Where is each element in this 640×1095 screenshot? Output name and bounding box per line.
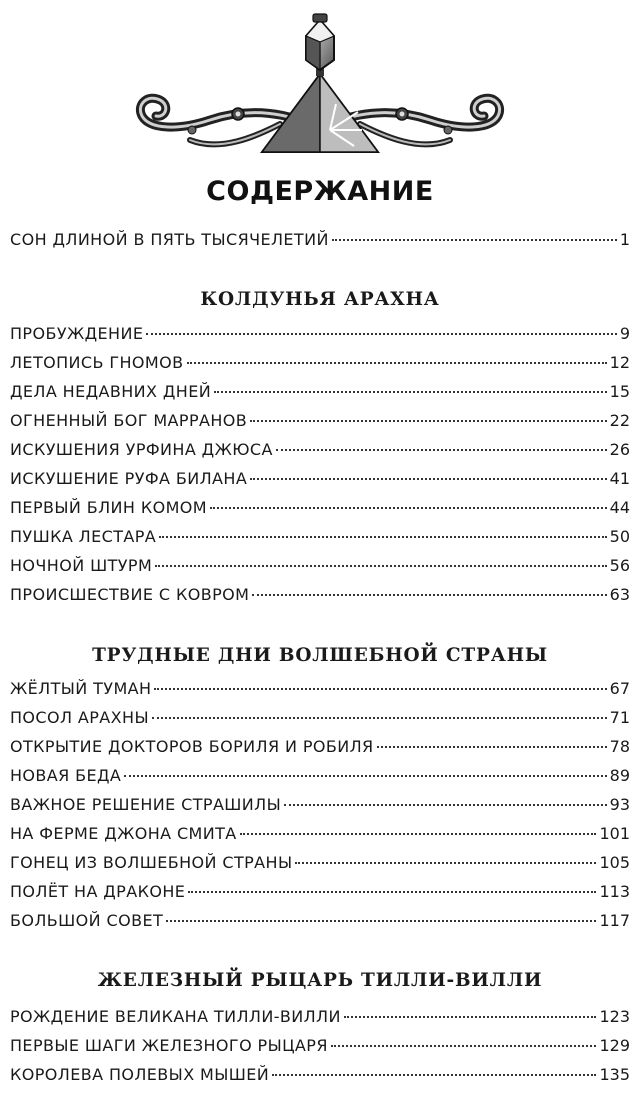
- dot-leader: [240, 833, 597, 835]
- toc-entry[interactable]: [10, 411, 630, 437]
- toc-entry[interactable]: [10, 882, 630, 908]
- dot-leader: [155, 565, 606, 567]
- dot-leader: [295, 862, 596, 864]
- toc-entry[interactable]: [10, 1065, 630, 1091]
- entry-title: ГОНЕЦ ИЗ ВОЛШЕБНОЙ СТРАНЫ: [10, 853, 293, 872]
- entry-page: 50: [609, 527, 630, 546]
- toc-entry[interactable]: [10, 766, 630, 792]
- dot-leader: [188, 891, 596, 893]
- toc-entry[interactable]: [10, 679, 630, 705]
- entry-title: ПЕРВЫЕ ШАГИ ЖЕЛЕЗНОГО РЫЦАРЯ: [10, 1036, 328, 1055]
- entry-page: 93: [609, 795, 630, 814]
- entry-page: 117: [599, 911, 630, 930]
- dot-leader: [377, 746, 607, 748]
- dot-leader: [252, 594, 606, 596]
- part-heading-2: ТРУДНЫЕ ДНИ ВОЛШЕБНОЙ СТРАНЫ: [92, 645, 548, 666]
- entry-page: 12: [609, 353, 630, 372]
- toc-entry[interactable]: [10, 324, 630, 350]
- entry-title: СОН ДЛИНОЙ В ПЯТЬ ТЫСЯЧЕЛЕТИЙ: [10, 230, 329, 249]
- part-heading-1: КОЛДУНЬЯ АРАХНА: [200, 289, 440, 310]
- dot-leader: [166, 920, 596, 922]
- entry-page: 129: [599, 1036, 630, 1055]
- toc-entry[interactable]: [10, 1036, 630, 1062]
- entry-title: ПЕРВЫЙ БЛИН КОМОМ: [10, 498, 207, 517]
- dot-leader: [344, 1016, 597, 1018]
- entry-page: 41: [609, 469, 630, 488]
- entry-page: 15: [609, 382, 630, 401]
- entry-page: 9: [619, 324, 630, 343]
- dot-leader: [124, 775, 606, 777]
- entry-page: 67: [609, 679, 630, 698]
- entry-title: НА ФЕРМЕ ДЖОНА СМИТА: [10, 824, 237, 843]
- entry-page: 63: [609, 585, 630, 604]
- entry-page: 78: [609, 737, 630, 756]
- part-heading-3: ЖЕЛЕЗНЫЙ РЫЦАРЬ ТИЛЛИ-ВИЛЛИ: [97, 970, 543, 991]
- dot-leader: [331, 1045, 597, 1047]
- toc-entry[interactable]: [10, 737, 630, 763]
- dot-leader: [272, 1074, 596, 1076]
- dot-leader: [152, 717, 607, 719]
- page-title: СОДЕРЖАНИЕ: [206, 176, 434, 207]
- entry-title: ПУШКА ЛЕСТАРА: [10, 527, 157, 546]
- entry-page: 105: [599, 853, 630, 872]
- toc-entry[interactable]: [10, 824, 630, 850]
- toc-entry[interactable]: [10, 353, 630, 379]
- toc-entry[interactable]: [10, 1007, 630, 1033]
- entry-title: ЖЁЛТЫЙ ТУМАН: [10, 679, 152, 698]
- entry-page: 135: [599, 1065, 630, 1084]
- toc-entry[interactable]: [10, 585, 630, 611]
- entry-title: РОЖДЕНИЕ ВЕЛИКАНА ТИЛЛИ-ВИЛЛИ: [10, 1007, 341, 1026]
- entry-page: 71: [609, 708, 630, 727]
- crystal-ornament-icon: [130, 12, 510, 180]
- entry-page: 56: [609, 556, 630, 575]
- dot-leader: [214, 391, 607, 393]
- entry-title: ОТКРЫТИЕ ДОКТОРОВ БОРИЛЯ И РОБИЛЯ: [10, 737, 374, 756]
- entry-title: ПРОИСШЕСТВИЕ С КОВРОМ: [10, 585, 250, 604]
- entry-page: 113: [599, 882, 630, 901]
- entry-title: ЛЕТОПИСЬ ГНОМОВ: [10, 353, 184, 372]
- dot-leader: [284, 804, 607, 806]
- toc-entry[interactable]: [10, 382, 630, 408]
- entry-title: ПОЛЁТ НА ДРАКОНЕ: [10, 882, 186, 901]
- entry-title: ПРОБУЖДЕНИЕ: [10, 324, 144, 343]
- dot-leader: [159, 536, 607, 538]
- toc-entry[interactable]: [10, 469, 630, 495]
- entry-page: 101: [599, 824, 630, 843]
- toc-entry-prologue[interactable]: [10, 230, 630, 256]
- dot-leader: [187, 362, 607, 364]
- entry-title: НОЧНОЙ ШТУРМ: [10, 556, 153, 575]
- entry-page: 22: [609, 411, 630, 430]
- dot-leader: [250, 420, 607, 422]
- toc-entry[interactable]: [10, 911, 630, 937]
- entry-title: ПОСОЛ АРАХНЫ: [10, 708, 149, 727]
- toc-entry[interactable]: [10, 556, 630, 582]
- dot-leader: [332, 239, 617, 241]
- toc-entry[interactable]: [10, 440, 630, 466]
- dot-leader: [210, 507, 607, 509]
- entry-page: 44: [609, 498, 630, 517]
- toc-entry[interactable]: [10, 853, 630, 879]
- entry-title: ДЕЛА НЕДАВНИХ ДНЕЙ: [10, 382, 212, 401]
- entry-page: 123: [599, 1007, 630, 1026]
- dot-leader: [146, 333, 616, 335]
- toc-entry[interactable]: [10, 795, 630, 821]
- toc-entry[interactable]: [10, 527, 630, 553]
- entry-title: ИСКУШЕНИЕ РУФА БИЛАНА: [10, 469, 248, 488]
- entry-title: БОЛЬШОЙ СОВЕТ: [10, 911, 164, 930]
- entry-page: 26: [609, 440, 630, 459]
- entry-page: 1: [619, 230, 630, 249]
- entry-title: ВАЖНОЕ РЕШЕНИЕ СТРАШИЛЫ: [10, 795, 282, 814]
- dot-leader: [250, 478, 606, 480]
- toc-entry[interactable]: [10, 708, 630, 734]
- dot-leader: [154, 688, 606, 690]
- entry-page: 89: [609, 766, 630, 785]
- toc-entry[interactable]: [10, 498, 630, 524]
- entry-title: КОРОЛЕВА ПОЛЕВЫХ МЫШЕЙ: [10, 1065, 270, 1084]
- entry-title: НОВАЯ БЕДА: [10, 766, 122, 785]
- entry-title: ОГНЕННЫЙ БОГ МАРРАНОВ: [10, 411, 248, 430]
- entry-title: ИСКУШЕНИЯ УРФИНА ДЖЮСА: [10, 440, 273, 459]
- dot-leader: [276, 449, 607, 451]
